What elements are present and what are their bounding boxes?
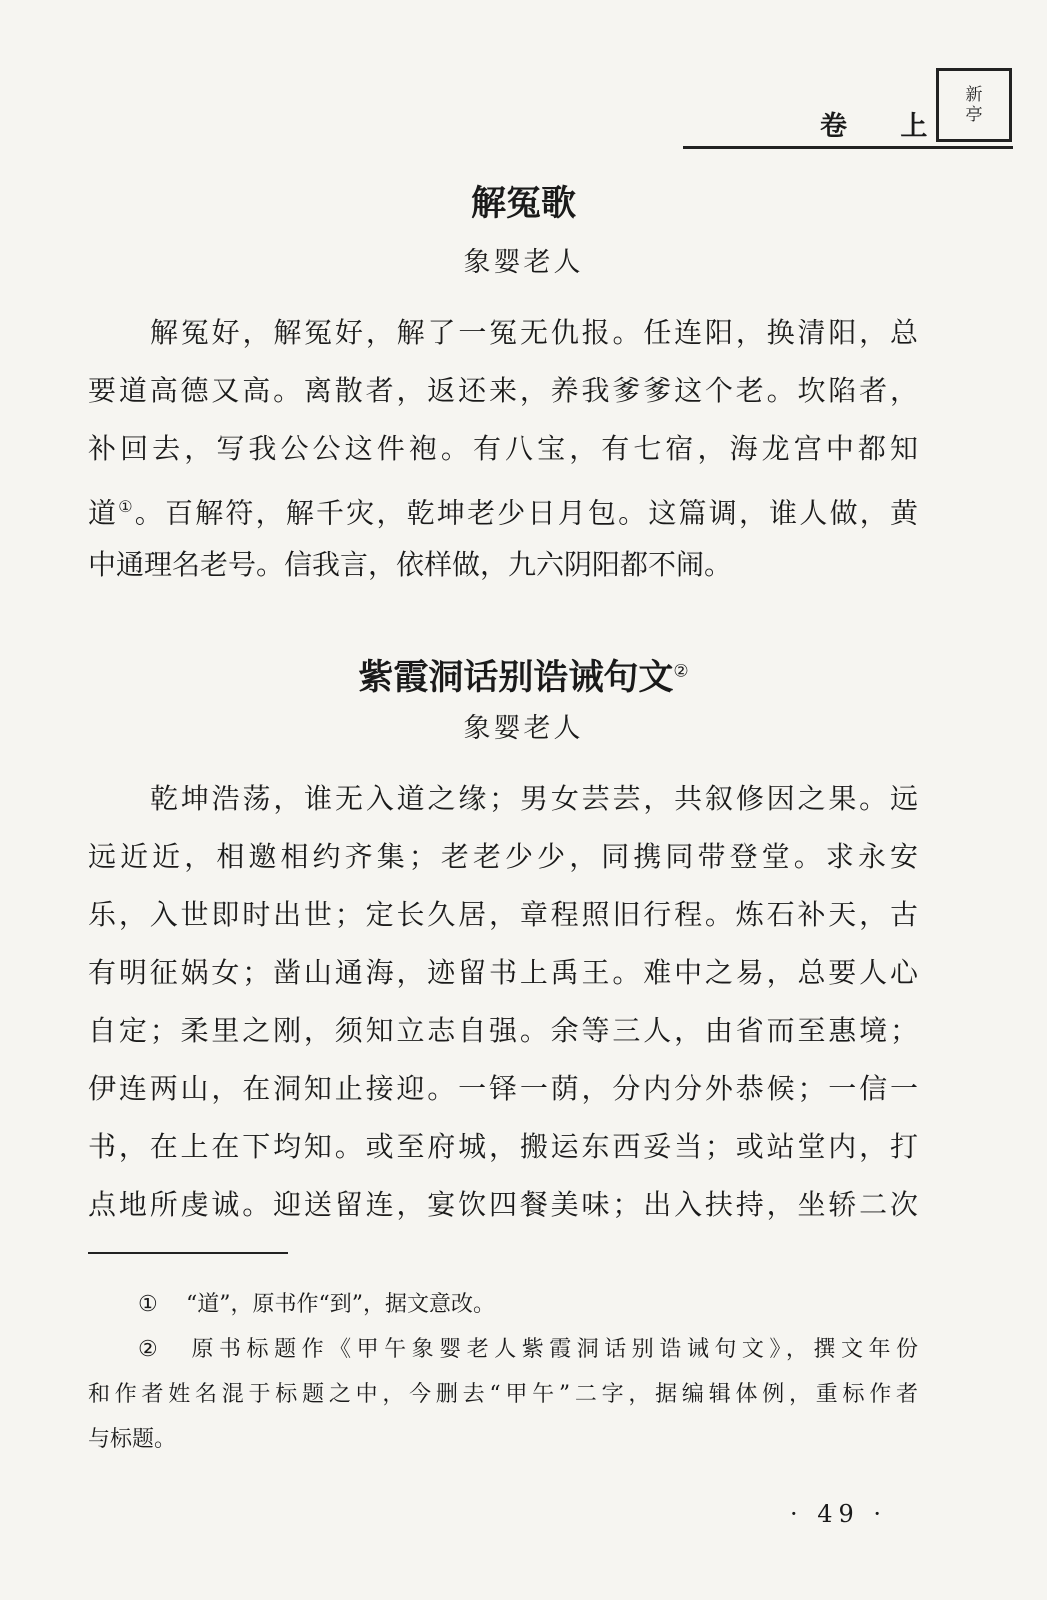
- essay-author: 象婴老人: [463, 713, 584, 744]
- essay-line-2: 远近近，相邀相约齐集；老老少少，同携同带登堂。求永安: [88, 840, 918, 873]
- seal-char-1: 新: [965, 85, 983, 105]
- poem-line-4-text: 。百解符，解千灾，乾坤老少日月包。这篇调，谁人做，黄: [134, 496, 918, 530]
- publisher-seal: [936, 68, 1012, 142]
- footnote-1: [88, 1282, 918, 1327]
- footnote-ref-1[interactable]: ①: [118, 497, 135, 516]
- header-rule: [683, 146, 1013, 149]
- essay-line-5: 自定；柔里之刚，须知立志自强。余等三人，由省而至惠境；: [88, 1014, 918, 1047]
- poem-line-3: 补回去，写我公公这件袍。有八宝，有七宿，海龙宫中都知: [88, 432, 918, 465]
- essay-line-7: 书，在上在下均知。或至府城，搬运东西妥当；或站堂内，打: [88, 1130, 918, 1163]
- poem-title-text: 解冤歌: [470, 183, 576, 224]
- essay-line-1: 乾坤浩荡，谁无入道之缘；男女芸芸，共叙修因之果。远: [150, 782, 918, 815]
- essay-line-8: 点地所虔诚。迎送留连，宴饮四餐美味；出入扶持，坐轿二次: [88, 1188, 918, 1221]
- poem-line-1: 解冤好，解冤好，解了一冤无仇报。任连阳，换清阳，总: [150, 316, 918, 349]
- poem-author: 象婴老人: [463, 247, 584, 278]
- poem-line-4: [88, 478, 918, 536]
- poem-title: [0, 176, 1047, 226]
- footnote-ref-2[interactable]: ②: [673, 661, 689, 682]
- footnote-2-mark: ②: [138, 1337, 158, 1362]
- seal-char-2: 亭: [965, 105, 983, 125]
- essay-body: [88, 770, 918, 1234]
- running-head: 卷 上: [820, 111, 950, 142]
- poem-body: [88, 304, 918, 594]
- footnote-1-text: “道”，原书作“到”，据文意改。: [186, 1292, 495, 1317]
- footnotes: [88, 1282, 918, 1462]
- essay-title-text: 紫霞洞话别诰诫句文: [358, 657, 674, 698]
- page-number: · 49 ·: [790, 1500, 888, 1528]
- poem-line-2: 要道高德又高。离散者，返还来，养我爹爹这个老。坎陷者，: [88, 374, 918, 407]
- footnote-1-mark: ①: [138, 1292, 158, 1317]
- essay-line-4: 有明征娲女；凿山通海，迹留书上禹王。难中之易，总要人心: [88, 956, 918, 989]
- footnote-2-line-1: [88, 1327, 918, 1372]
- poem-line-4-lead: 道: [88, 496, 119, 530]
- poem-line-5: 中通理名老号。信我言，依样做，九六阴阳都不闹。: [88, 548, 733, 581]
- essay-line-6: 伊连两山，在洞知止接迎。一铎一荫，分内分外恭候；一信一: [88, 1072, 918, 1105]
- essay-title: [0, 650, 1047, 700]
- footnote-rule: [88, 1252, 288, 1254]
- footnote-2-line-3: 与标题。: [88, 1427, 177, 1452]
- footnote-2-line-2: 和作者姓名混于标题之中，今删去“甲午”二字，据编辑体例，重标作者: [88, 1382, 918, 1407]
- essay-line-3: 乐，入世即时出世；定长久居，章程照旧行程。炼石补天，古: [88, 898, 918, 931]
- footnote-2-text-1: 原书标题作《甲午象婴老人紫霞洞话别诰诫句文》，撰文年份: [186, 1337, 918, 1362]
